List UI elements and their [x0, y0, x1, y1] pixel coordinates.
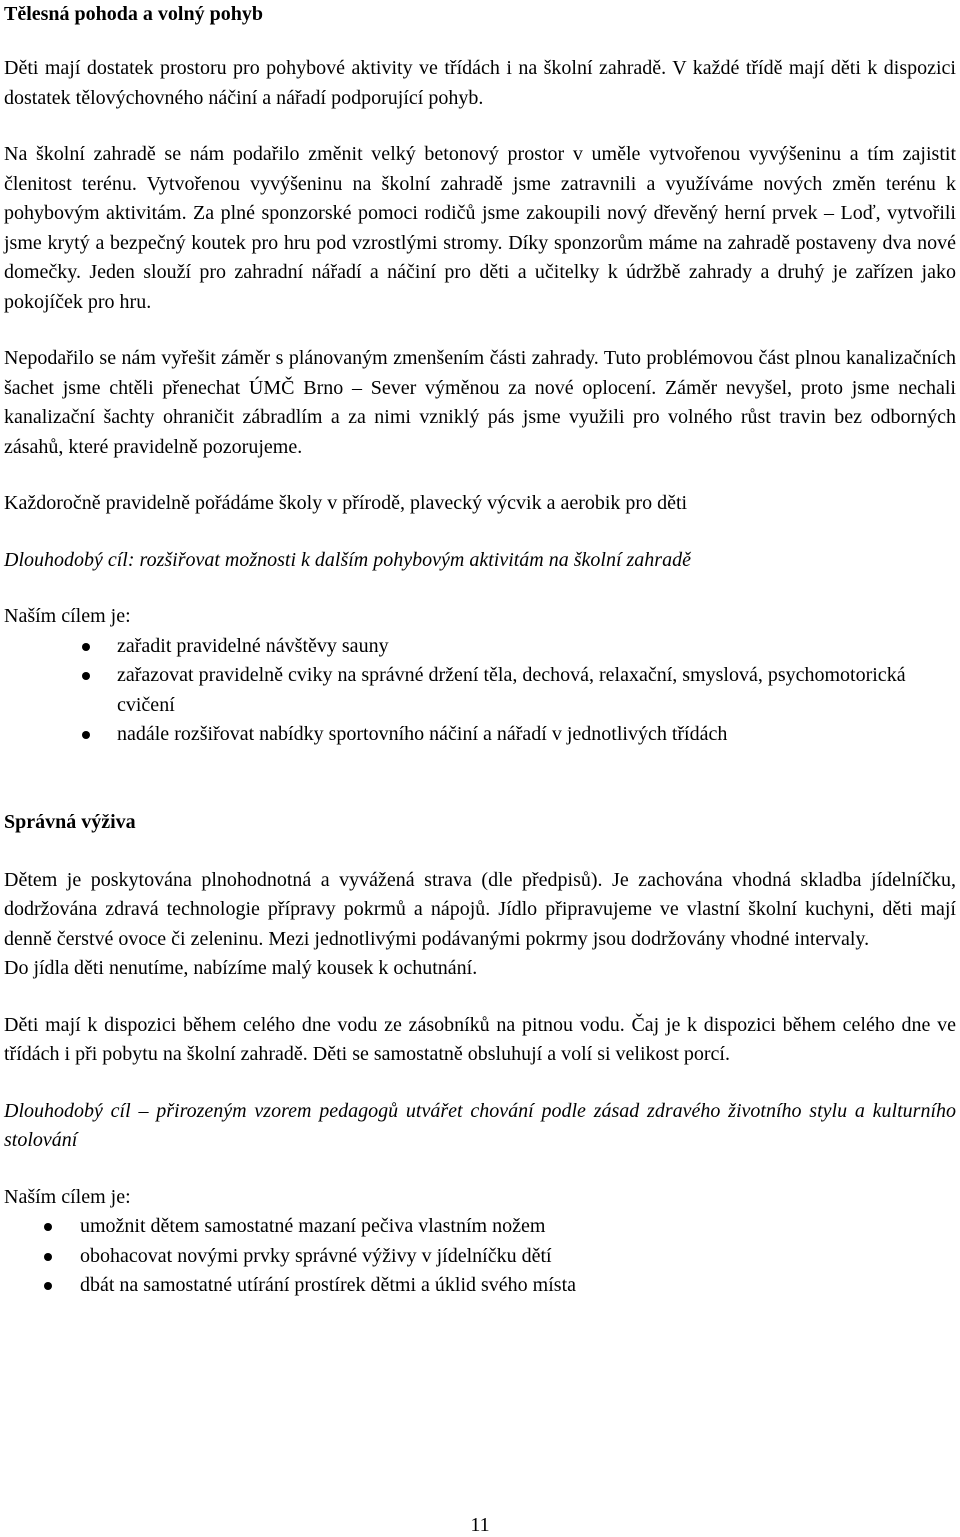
- list-item-text: obohacovat novými prvky správné výživy v jídelníčku dětí: [80, 1244, 552, 1267]
- section-heading-physical: Tělesná pohoda a volný pohyb: [4, 3, 263, 25]
- bullet-icon: [82, 731, 90, 739]
- list-item: [4, 1212, 956, 1242]
- bullet-icon: [82, 643, 90, 651]
- list-item: [4, 632, 956, 662]
- list-item: [4, 1271, 956, 1301]
- paragraph: Děti mají k dispozici během celého dne vodu ze zásobníků na pitnou vodu. Čaj je k dispozici během celého dne ve třídách i při pobytu na školní zahradě. Děti se samostatně obsluhují a volí si velikost porcí.: [4, 1013, 956, 1065]
- page-number: 11: [470, 1514, 490, 1536]
- section-heading-nutrition: Správná výživa: [4, 810, 136, 833]
- list-item-text: umožnit dětem samostatné mazaní pečiva vlastním nožem: [80, 1215, 546, 1237]
- paragraph: Nepodařilo se nám vyřešit záměr s plánovaným zmenšením části zahrady. Tuto problémovou část plnou kanalizačních šachet jsme chtěli přenechat ÚMČ Brno – Sever výměnou za nové oplocení. Záměr nevyšel, proto jsme nechali kanalizační šachty ohraničit zábradlím a za nimi vzniklý pás jsme využili pro volného růst travin bez odborných zásahů, které pravidelně pozorujeme.: [4, 347, 956, 458]
- long-term-goal: Dlouhodobý cíl – přirozeným vzorem pedagogů utvářet chování podle zásad zdravého životního stylu a kulturního stolování: [4, 1099, 956, 1151]
- list-item: [4, 720, 956, 750]
- paragraph: Děti mají dostatek prostoru pro pohybové aktivity ve třídách i na školní zahradě. V každé třídě mají děti k dispozici dostatek tělovýchovného náčiní a nářadí podporující pohyb.: [4, 57, 956, 109]
- paragraph: Každoročně pravidelně pořádáme školy v přírodě, plavecký výcvik a aerobik pro děti: [4, 492, 688, 514]
- paragraph: Dětem je poskytována plnohodnotná a vyvážená strava (dle předpisů). Je zachována vhodná skladba jídelníčku, dodržována zdravá technologie přípravy pokrmů a nápojů. Jídlo připravujeme ve vlastní školní kuchyni, děti mají denně čerstvé ovoce či zeleninu. Mezi jednotlivými podávanými pokrmy jsou dodržovány vhodné intervaly.: [4, 868, 956, 950]
- bullet-icon: [44, 1282, 52, 1290]
- list-item-text: zařadit pravidelné návštěvy sauny: [117, 634, 389, 657]
- aim-label: Naším cílem je:: [4, 1185, 131, 1208]
- aims-list: [4, 632, 956, 750]
- paragraph: Do jídla děti nenutíme, nabízíme malý kousek k ochutnání.: [4, 957, 478, 979]
- list-item-text: zařazovat pravidelně cviky na správné držení těla, dechová, relaxační, smyslová, psychomotorická cvičení: [117, 664, 906, 716]
- list-item-text: nadále rozšiřovat nabídky sportovního náčiní a nářadí v jednotlivých třídách: [117, 723, 728, 745]
- paragraph: Na školní zahradě se nám podařilo změnit velký betonový prostor v uměle vytvořenou vyvýšeninu a tím zajistit členitost terénu. Vytvořenou vyvýšeninu na školní zahradě jsme zatravnili a využíváme nových změn terénu k pohybovým aktivitám. Za plné sponzorské pomoci rodičů jsme zakoupili nový dřevěný herní prvek – Loď, vytvořili jsme krytý a bezpečný koutek pro hru pod vzrostlými stromy. Díky sponzorům máme na zahradě postaveny dva nové domečky. Jeden slouží pro zahradní nářadí a náčiní pro děti a učitelky k údržbě zahrady a druhý je zařízen jako pokojíček pro hru.: [4, 143, 956, 313]
- list-item: [4, 661, 956, 720]
- aim-label: Naším cílem je:: [4, 605, 131, 627]
- bullet-icon: [44, 1253, 52, 1261]
- aims-list: [4, 1212, 956, 1301]
- bullet-icon: [82, 672, 90, 680]
- bullet-icon: [44, 1223, 52, 1231]
- list-item: [4, 1242, 956, 1272]
- page-content: [4, 0, 956, 1301]
- long-term-goal: Dlouhodobý cíl: rozšiřovat možnosti k dalším pohybovým aktivitám na školní zahradě: [4, 548, 691, 571]
- list-item-text: dbát na samostatné utírání prostírek dětmi a úklid svého místa: [80, 1274, 577, 1296]
